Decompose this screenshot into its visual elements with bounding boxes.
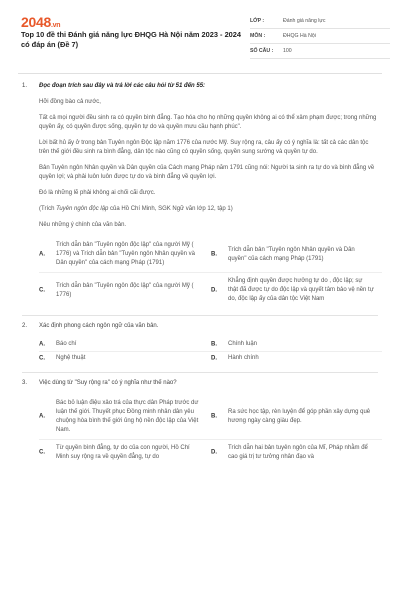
option-text: Trích dẫn bản "Tuyên ngôn Nhân quyền và Dân quyền" của cách mạng Pháp (1791) <box>228 246 355 262</box>
option-text: Báo chí <box>56 341 77 347</box>
question-divider <box>22 315 378 316</box>
option-letter: A. <box>39 413 45 420</box>
answer-option-c[interactable] <box>39 351 211 365</box>
meta-value: Đánh giá năng lực <box>283 18 326 24</box>
question-list <box>0 82 400 466</box>
option-text: Trích dẫn bản "Tuyên ngôn độc lập" của người Mỹ ( 1776) <box>56 282 194 298</box>
answer-options <box>39 395 378 466</box>
option-letter: A. <box>39 251 45 257</box>
document-meta <box>250 14 390 59</box>
option-letter: C. <box>39 287 45 293</box>
site-logo[interactable] <box>21 14 60 30</box>
option-text: Trích dẫn bản "Tuyên ngôn độc lập" của người Mỹ ( 1776) và Trích dẫn bản "Tuyên ngôn Nhân quyền và Dân quyền" của cách mạng Pháp (1791) <box>56 242 196 266</box>
header-divider <box>18 73 382 74</box>
question-number: 2. <box>22 323 28 329</box>
meta-row-subject <box>250 29 390 44</box>
question-number: 3. <box>22 380 28 386</box>
answer-option-b[interactable] <box>211 237 382 272</box>
option-letter: B. <box>211 341 217 347</box>
answer-option-a[interactable] <box>39 395 211 439</box>
meta-value: 100 <box>283 48 292 54</box>
passage-paragraph: Tất cả mọi người đều sinh ra có quyền bình đẳng. Tạo hóa cho họ những quyền không ai có thể xâm phạm được; trong những quyền ấy, có quyền được sống, quyền tự do và quyền mưu cầu hạnh phúc". <box>39 115 377 130</box>
question-divider <box>22 372 378 373</box>
answer-option-b[interactable] <box>211 338 382 351</box>
option-letter: D. <box>211 355 217 361</box>
option-text: Bác bỏ luận điệu xảo trá của thực dân Pháp trước dư luận thế giới. Thuyết phục Đồng minh nhân dân yêu chuộng hòa bình thế giới ủng hộ nền độc lập của Việt Nam. <box>56 400 199 433</box>
answer-option-d[interactable] <box>211 351 382 365</box>
option-letter: B. <box>211 251 217 257</box>
option-text: Hành chính <box>228 355 259 361</box>
answer-option-a[interactable] <box>39 338 211 351</box>
meta-key: MÔN : <box>250 33 266 39</box>
option-text: Khẳng định quyền được hưởng tự do , độc lập; sự thật đã được tự do độc lập và quyết tâm bảo vệ nền tự do, độc lập ấy của dân tộc Việt Nam <box>228 278 374 302</box>
option-letter: D. <box>211 287 217 293</box>
meta-row-question-count <box>250 44 390 59</box>
answer-option-c[interactable] <box>39 272 211 308</box>
passage-paragraph: Đó là những lẽ phải không ai chối cãi được. <box>39 190 156 196</box>
meta-value: ĐHQG Hà Nội <box>283 33 316 39</box>
answer-option-a[interactable] <box>39 237 211 272</box>
meta-key: LỚP : <box>250 18 265 24</box>
answer-option-c[interactable] <box>39 439 211 466</box>
passage-paragraph: Lời bất hủ ấy ở trong bản Tuyên ngôn Độc lập năm 1776 của nước Mỹ. Suy rộng ra, câu ấy có ý nghĩa là: tất cả các dân tộc trên thế giới đều sinh ra bình đẳng, dân tộc nào cũng có quyền sống, quyền sung sướng và quyền tự do. <box>39 140 369 155</box>
option-text: Nghệ thuật <box>56 355 86 361</box>
question-2 <box>0 322 400 365</box>
option-letter: A. <box>39 341 45 347</box>
option-letter: C. <box>39 355 45 361</box>
logo-suffix-text: .vn <box>50 22 61 29</box>
option-text: Ra sức học tập, rèn luyện để góp phần xây dựng quê hương ngày càng giàu đẹp. <box>228 409 371 424</box>
question-title: Việc dùng từ "Suy rộng ra" có ý nghĩa như thế nào? <box>39 380 177 386</box>
source-prefix: (Trích <box>39 206 57 212</box>
option-letter: D. <box>211 449 217 456</box>
option-text: Trích dẫn hai bản tuyên ngôn của Mĩ, Pháp nhằm để cao giá trị tư tưởng nhân đạo và <box>228 445 368 460</box>
option-letter: C. <box>39 449 45 456</box>
passage-paragraph: Hỡi đồng bào cả nước, <box>39 99 101 105</box>
option-text: Từ quyền bình đẳng, tự do của con người, Hồ Chí Minh suy rộng ra về quyền đẳng, tự do <box>56 445 190 460</box>
document-title: Top 10 đề thi Đánh giá năng lực ĐHQG Hà Nội năm 2023 - 2024 có đáp án (Đề 7) <box>21 30 242 49</box>
answer-option-d[interactable] <box>211 272 382 308</box>
answer-option-d[interactable] <box>211 439 382 466</box>
source-suffix: của Hồ Chí Minh, SGK Ngữ văn lớp 12, tập 1) <box>108 206 233 212</box>
meta-row-class <box>250 14 390 29</box>
meta-key: SỐ CÂU : <box>250 48 274 54</box>
question-1 <box>0 82 400 308</box>
question-number: 1. <box>22 83 28 89</box>
answer-options <box>39 338 378 365</box>
question-prompt: Nêu những ý chính của văn bản. <box>39 222 127 228</box>
logo-main-text: 2048 <box>21 14 51 30</box>
question-3 <box>0 379 400 466</box>
document-header <box>0 0 400 62</box>
answer-option-b[interactable] <box>211 395 382 439</box>
passage-source <box>39 205 378 214</box>
source-title: Tuyên ngôn độc lập <box>56 206 109 212</box>
passage-paragraph: Bản Tuyên ngôn Nhân quyền và Dân quyền của Cách mạng Pháp năm 1791 cũng nói: Người ta sinh ra tự do và bình đẳng về quyền lợi; và phải luôn luôn được tự do và bình đẳng về quyền lợi. <box>39 165 375 180</box>
question-title: Đọc đoạn trích sau đây và trả lời các câu hỏi từ 51 đến 55: <box>39 83 206 89</box>
option-text: Chính luận <box>228 341 258 347</box>
option-letter: B. <box>211 413 217 420</box>
question-title: Xác định phong cách ngôn ngữ của văn bản. <box>39 323 159 329</box>
answer-options <box>39 237 378 308</box>
